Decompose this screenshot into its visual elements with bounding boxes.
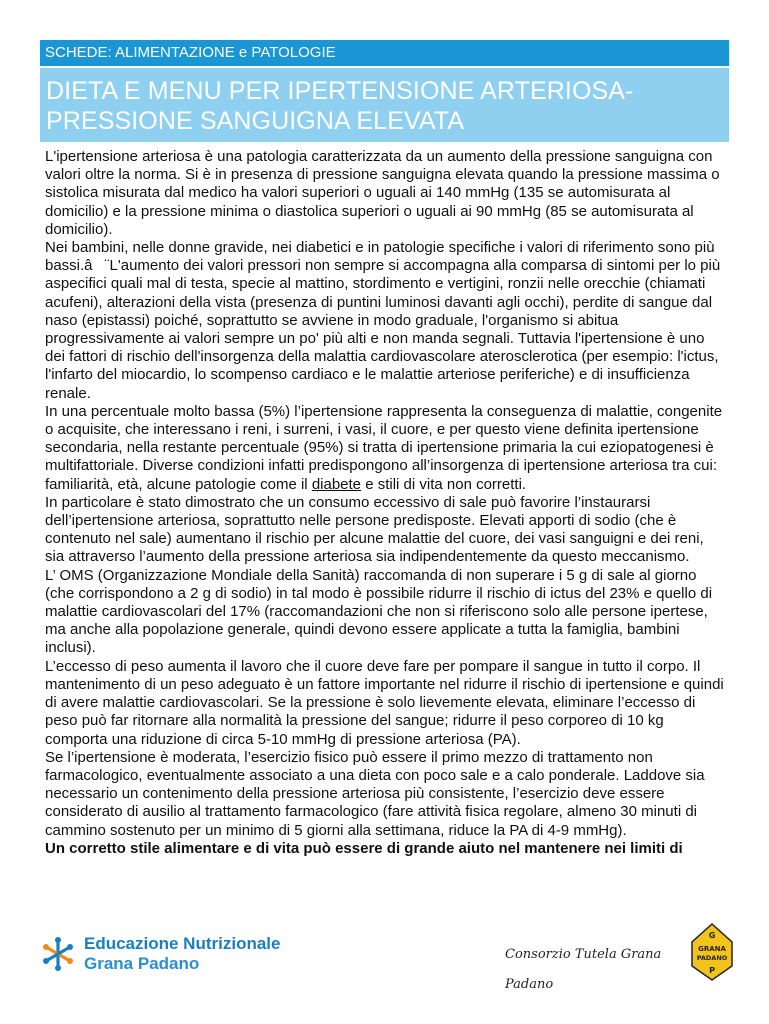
logo-line-1: Educazione Nutrizionale — [84, 934, 281, 953]
paragraph-1: L'ipertensione arteriosa è una patologia caratterizzata da un aumento della pressione sanguigna con valori oltre la norma. Si è in presenza di pressione sanguigna elevata quando la pressione massima o sistolica misurata dal medico ha valori superiori o uguali ai 140 mmHg (135 se automisurata al domicilio) e la pressione minima o diastolica superiori o uguali ai 90 mmHg (85 se automisurata al domicilio). — [45, 148, 720, 238]
seal-word-1: GRANA — [698, 945, 726, 953]
snowflake-logo-icon — [40, 936, 76, 972]
paragraph-3-text-b: e stili di vita non corretti. — [361, 475, 527, 493]
seal-letter-top: G — [708, 931, 716, 940]
page-title-line-1: DIETA E MENU PER IPERTENSIONE ARTERIOSA- — [46, 77, 634, 105]
paragraph-6: L’eccesso di peso aumenta il lavoro che il cuore deve fare per pompare il sangue in tutto il corpo. Il mantenimento di un peso adeguato è un fattore importante nel ridurre il rischio di ipertensione e quindi di avere malattie cardiovascolari. Se la pressione è solo lievemente elevata, eliminare l’eccesso di peso può far ritornare alla normalità la pressione del sangue; ridurre il peso corporeo di 10 kg comporta una riduzione di circa 5-10 mmHg di pressione arteriosa (PA). — [45, 657, 724, 748]
paragraph-3-text-a: In una percentuale molto bassa (5%) l’ipertensione rappresenta la conseguenza di malattie, congenite o acquisite, che interessano i reni, i surreni, i vasi, il cuore, e per questo viene definita ipertensione secondaria, nella restante percentuale (95%) si tratta di ipertensione primaria la cui eziopatogenesi è multifattoriale. Diverse condizioni infatti predispongono all’insorgenza di ipertensione arteriosa tra cui: familiarità, età, alcune patologie come il — [45, 402, 723, 493]
paragraph-2: Nei bambini, nelle donne gravide, nei diabetici e in patologie specifiche i valori di riferimento sono più bassi.â¨L'aumento dei valori pressori non sempre si accompagna alla comparsa di sintomi per lo più aspecifici quali mal di testa, specie al mattino, stordimento e vertigini, ronzii nelle orecchie (chiamati acufeni), alterazioni della vista (presenza di puntini luminosi davanti agli occhi), perdite di sangue dal naso (epistassi) poiché, soprattutto se avviene in modo graduale, l'organismo si abitua progressivamente ai valori sempre un po' più alti e non manda segnali. Tuttavia l'ipertensione è uno dei fattori di rischio dell'insorgenza della malattia cardiovascolare aterosclerotica (per esempio: l'ictus, l'infarto del miocardio, lo scompenso cardiaco e le malattie arteriose periferiche) e di insufficienza renale. — [45, 239, 721, 402]
paragraph-5: L’ OMS (Organizzazione Mondiale della Sanità) raccomanda di non superare i 5 g di sale al giorno (che corrispondono a 2 g di sodio) in tal modo è possibile ridurre il rischio di ictus del 23% e quello di malattie cardiovascolari del 17% (raccomandazioni che non si riferiscono solo alle persone ipertese, ma anche alla popolazione generale, quindi devono essere applicate a tutta la famiglia, bambini inclusi). — [45, 566, 713, 657]
section-header — [40, 40, 729, 66]
educazione-nutrizionale-logo — [40, 926, 300, 982]
paragraph-4: In particolare è stato dimostrato che un consumo eccessivo di sale può favorire l’instaurarsi dell’ipertensione arteriosa, soprattutto nelle persone predisposte. Elevati apporti di sodio (che è contenuto nel sale) aumentano il rischio per alcune malattie del cuore, dei vasi sanguigni e dei reni, sia attraverso l’aumento della pressione arteriosa sia indipendentemente da questo meccanismo. — [45, 493, 704, 566]
seal-letter-bottom: P — [709, 966, 715, 975]
page-title — [40, 68, 729, 142]
seal-word-2: PADANO — [696, 954, 728, 962]
section-label: SCHEDE: ALIMENTAZIONE e PATOLOGIE — [45, 44, 336, 61]
consortium-signature: Consorzio Tutela Grana Padano — [505, 947, 662, 992]
paragraph-8-bold: Un corretto stile alimentare e di vita può essere di grande aiuto nel mantenere nei limiti di — [45, 839, 683, 857]
page-title-line-2: PRESSIONE SANGUIGNA ELEVATA — [46, 107, 465, 135]
paragraph-3 — [45, 403, 725, 494]
logo-line-2: Grana Padano — [84, 954, 200, 973]
article-body — [45, 148, 725, 858]
diabete-link[interactable]: diabete — [311, 475, 362, 493]
paragraph-7: Se l’ipertensione è moderata, l’esercizio fisico può essere il primo mezzo di trattamento non farmacologico, eventualmente associato a una dieta con poco sale e a calo ponderale. Laddove sia necessario un contenimento della pressione arteriosa più consistente, l’esercizio deve essere considerato di ausilio al trattamento farmacologico (fare attività fisica regolare, almeno 30 minuti di cammino sostenuto per un minimo di 5 giorni alla settimana, riduce la PA di 4-9 mmHg). — [45, 748, 705, 839]
grana-padano-seal-icon — [690, 922, 734, 982]
